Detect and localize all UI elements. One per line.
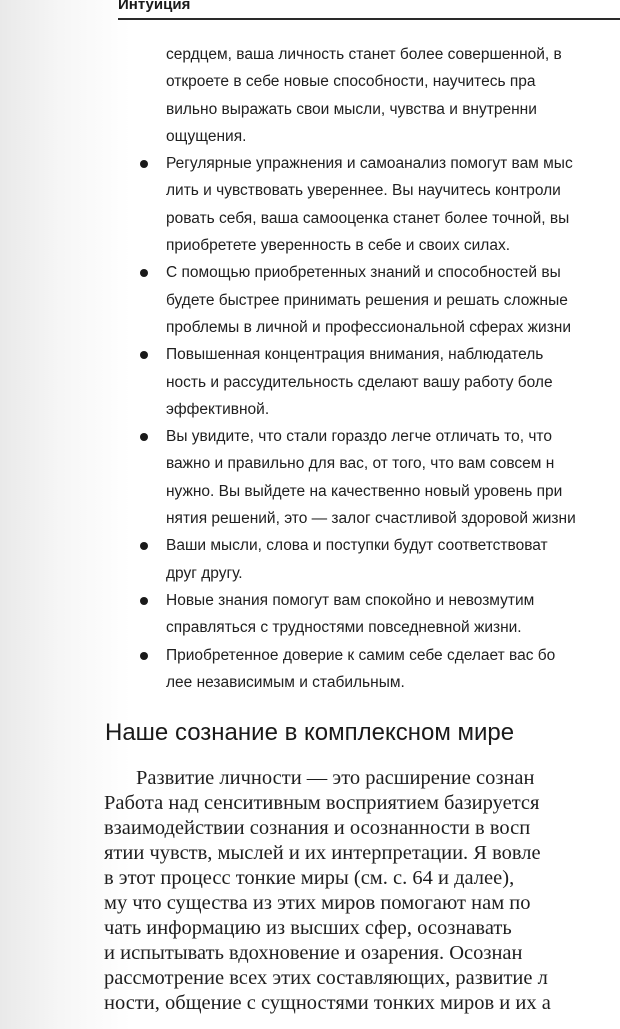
bullet-item xyxy=(138,642,620,697)
paragraph-line: ности, общение с сущностями тонких миров и их а xyxy=(104,992,551,1014)
bullet-text-line: нужно. Вы выйдете на качественно новый уровень при xyxy=(166,482,563,500)
bullet-text-line: С помощью приобретенных знаний и способностей вы xyxy=(166,264,561,282)
bullet-marker-icon xyxy=(140,542,148,550)
paragraph-line: Работа над сенситивным восприятием базируется xyxy=(104,792,540,814)
bullet-text-line: ощущения. xyxy=(166,127,247,145)
bullet-text-line: сердцем, ваша личность станет более совершенной, в xyxy=(166,46,562,63)
bullet-text-line: лее независимым и стабильным. xyxy=(166,673,405,691)
paragraph-line: чать информацию из высших сфер, осознавать xyxy=(104,917,512,939)
bullet-item xyxy=(138,341,620,423)
bullet-text-line: будете быстрее принимать решения и решать сложные xyxy=(166,291,568,309)
bullet-marker-icon xyxy=(140,652,148,660)
bullet-list xyxy=(138,41,620,696)
section-heading: Наше сознание в комплексном мире xyxy=(105,719,515,746)
bullet-text-line: эффективной. xyxy=(166,400,270,418)
bullet-text-line: нятия решений, это — залог счастливой здоровой жизни xyxy=(166,510,576,528)
bullet-text-line: приобретете уверенность в себе и своих силах. xyxy=(166,237,511,255)
body-paragraph xyxy=(104,766,620,1016)
bullet-text-line: проблемы в личной и профессиональной сферах жизни xyxy=(166,318,572,336)
bullet-item xyxy=(138,532,620,587)
paragraph-line: му что существа из этих миров помогают нам по xyxy=(104,892,531,914)
bullet-text-line: лить и чувствовать увереннее. Вы научитесь контроли xyxy=(166,182,561,200)
bullet-item xyxy=(138,587,620,642)
bullet-text-line: Повышенная концентрация внимания, наблюдатель xyxy=(166,346,544,364)
bullet-marker-icon xyxy=(140,269,148,277)
bullet-text-line: Новые знания помогут вам спокойно и невозмутим xyxy=(166,591,535,609)
bullet-item xyxy=(138,41,620,150)
paragraph-line: рассмотрение всех этих составляющих, развитие л xyxy=(104,967,548,989)
paragraph-line: и испытывать вдохновение и озарения. Осознан xyxy=(104,942,523,964)
bullet-text-line: ровать себя, ваша самооценка станет более точной, вы xyxy=(166,209,570,227)
paragraph-line: взаимодействии сознания и осознанности в восп xyxy=(104,817,531,839)
bullet-item xyxy=(138,423,620,532)
bullet-text-line: важно и правильно для вас, от того, что вам совсем н xyxy=(166,455,555,473)
bullet-marker-icon xyxy=(140,597,148,605)
bullet-text-line: ность и рассудительность сделают вашу работу боле xyxy=(166,373,553,391)
bullet-marker-icon xyxy=(140,351,148,359)
bullet-text-line: Ваши мысли, слова и поступки будут соответствоват xyxy=(166,537,548,555)
running-header-title: Интуиция xyxy=(118,0,191,13)
bullet-text-line: откроете в себе новые способности, научитесь пра xyxy=(166,73,536,91)
paragraph-line: Развитие личности — это расширение сознан xyxy=(136,767,535,789)
bullet-text-line: Вы увидите, что стали гораздо легче отличать то, что xyxy=(166,428,552,446)
bullet-item xyxy=(138,259,620,341)
bullet-item xyxy=(138,150,620,259)
paragraph-line: ятии чувств, мыслей и их интерпретации. Я вовле xyxy=(104,842,541,864)
bullet-text-line: вильно выражать свои мысли, чувства и внутренни xyxy=(166,100,537,118)
bullet-text-line: Регулярные упражнения и самоанализ помогут вам мыс xyxy=(166,155,573,173)
bullet-marker-icon xyxy=(140,433,148,441)
bullet-text-line: друг другу. xyxy=(166,564,243,582)
bullet-text-line: справляться с трудностями повседневной жизни. xyxy=(166,619,522,637)
running-header xyxy=(118,0,620,20)
bullet-marker-icon xyxy=(140,160,148,168)
paragraph-line: в этот процесс тонкие миры (см. с. 64 и далее), xyxy=(104,867,515,889)
bullet-text-line: Приобретенное доверие к самим себе сделает вас бо xyxy=(166,646,556,664)
